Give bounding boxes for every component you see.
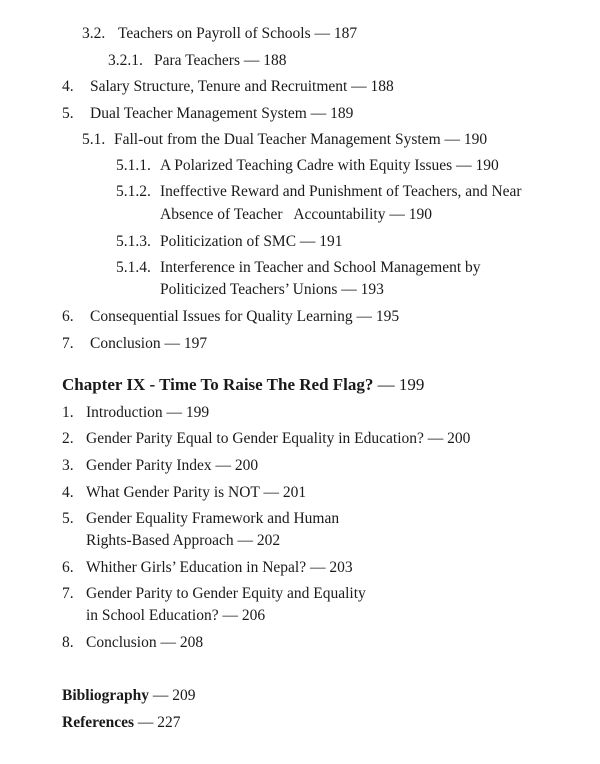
entry-number: 4. bbox=[62, 78, 74, 95]
entry-text: What Gender Parity is NOT — 201 bbox=[86, 484, 307, 501]
entry-text: Conclusion — 197 bbox=[90, 335, 208, 352]
entry-text: Ineffective Reward and Punishment of Teachers, and Near bbox=[160, 183, 522, 200]
entry-text: Salary Structure, Tenure and Recruitment — 188 bbox=[90, 78, 394, 95]
bibliography-entry bbox=[62, 686, 196, 706]
entry-text: Gender Equality Framework and Human bbox=[86, 510, 340, 527]
entry-number: 7. bbox=[62, 585, 74, 602]
bibliography-page: — 209 bbox=[149, 687, 196, 704]
entry-number: 3.2.1. bbox=[108, 52, 143, 69]
entry-text: Consequential Issues for Quality Learning — 195 bbox=[90, 308, 400, 325]
entry-text: Politicized Teachers’ Unions — 193 bbox=[160, 281, 384, 298]
entry-text: Whither Girls’ Education in Nepal? — 203 bbox=[86, 559, 353, 576]
references-page: — 227 bbox=[134, 714, 181, 731]
entry-text: Para Teachers — 188 bbox=[154, 52, 287, 69]
entry-number: 5.1.2. bbox=[116, 183, 151, 200]
entry-number: 6. bbox=[62, 559, 74, 576]
entry-number: 1. bbox=[62, 404, 74, 421]
entry-text: A Polarized Teaching Cadre with Equity Issues — 190 bbox=[160, 157, 499, 174]
entry-text: Conclusion — 208 bbox=[86, 634, 204, 651]
entry-text: Introduction — 199 bbox=[86, 404, 210, 421]
chapter-heading bbox=[62, 374, 424, 396]
entry-text: Gender Parity Equal to Gender Equality in Education? — 200 bbox=[86, 430, 471, 447]
entry-number: 2. bbox=[62, 430, 74, 447]
entry-number: 5. bbox=[62, 105, 74, 122]
entry-number: 6. bbox=[62, 308, 74, 325]
entry-text: Dual Teacher Management System — 189 bbox=[90, 105, 354, 122]
entry-number: 5.1. bbox=[82, 131, 106, 148]
entry-number: 4. bbox=[62, 484, 74, 501]
entry-number: 5.1.4. bbox=[116, 259, 151, 276]
entry-text: Absence of Teacher Accountability — 190 bbox=[160, 206, 432, 223]
chapter-title: Chapter IX - Time To Raise The Red Flag? bbox=[62, 375, 374, 394]
entry-text: Interference in Teacher and School Management by bbox=[160, 259, 481, 276]
entry-text: Politicization of SMC — 191 bbox=[160, 233, 343, 250]
entry-text: Gender Parity to Gender Equity and Equality bbox=[86, 585, 366, 602]
references-label: References bbox=[62, 714, 135, 731]
entry-text: in School Education? — 206 bbox=[86, 607, 266, 624]
entry-number: 5.1.1. bbox=[116, 157, 151, 174]
entry-text: Gender Parity Index — 200 bbox=[86, 457, 259, 474]
entry-number: 3.2. bbox=[82, 25, 106, 42]
entry-text: Rights-Based Approach — 202 bbox=[86, 532, 281, 549]
entry-text: Teachers on Payroll of Schools — 187 bbox=[118, 25, 358, 42]
references-entry bbox=[62, 713, 181, 733]
entry-number: 5.1.3. bbox=[116, 233, 151, 250]
bibliography-label: Bibliography bbox=[62, 687, 149, 704]
entry-number: 5. bbox=[62, 510, 74, 527]
entry-text: Fall-out from the Dual Teacher Management System — 190 bbox=[114, 131, 488, 148]
entry-number: 3. bbox=[62, 457, 74, 474]
entry-number: 8. bbox=[62, 634, 74, 651]
chapter-page: — 199 bbox=[373, 375, 425, 394]
entry-number: 7. bbox=[62, 335, 74, 352]
